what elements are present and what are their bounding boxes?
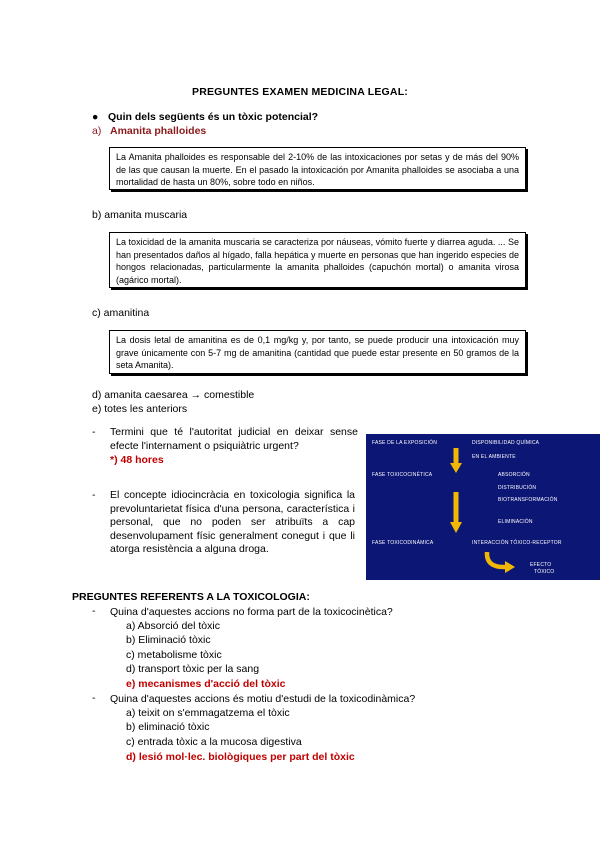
s2-q1-option-b: b) Eliminació tòxic — [126, 634, 211, 646]
s2-q1-option-a: a) Absorció del tòxic — [126, 620, 220, 632]
s2-q2-option-b: b) eliminació tòxic — [126, 721, 210, 733]
s2-q1-answer: e) mecanismes d'acció del tòxic — [126, 678, 286, 690]
s2-q1-question: Quina d'aquestes accions no forma part de la toxicocinètica? — [110, 606, 393, 618]
q1-option-a: Amanita phalloides — [110, 125, 207, 137]
s2-q2-answer: d) lesió mol·lec. biològiques per part del tòxic — [126, 751, 355, 763]
note-box-amanitina: La dosis letal de amanitina es de 0,1 mg/kg y, por tanto, se puede producir una intoxicación muy grave únicamente con 5-7 mg de amanitina (cantidad que puede estar presente en 50 gramos de la seta Amanita). — [109, 330, 526, 374]
diagram-eliminacion: ELIMINACIÓN — [498, 519, 533, 525]
s2-q1-option-d: d) transport tòxic per la sang — [126, 663, 260, 675]
q3-dash: - — [92, 489, 96, 501]
arrow-down-icon — [450, 448, 462, 474]
diagram-disponibilidad: DISPONIBILIDAD QUÍMICA — [472, 440, 540, 446]
curved-arrow-icon — [482, 548, 520, 574]
diagram-en-ambiente: EN EL AMBIENTE — [472, 454, 516, 460]
q1-option-d: d) amanita caesarea → comestible — [92, 389, 255, 401]
diagram-fase-toxicocinetica: FASE TOXICOCINÉTICA — [372, 472, 433, 478]
toxicology-phases-diagram — [366, 434, 600, 580]
q2-question: Termini que té l'autoritat judicial en deixar sense efecte l'internament o psiquiàtric urgent? — [110, 426, 358, 452]
q2-answer: *) 48 hores — [110, 454, 164, 466]
q1-option-c: c) amanitina — [92, 307, 150, 319]
q1-option-a-letter: a) — [92, 125, 102, 137]
diagram-fase-toxicodinamica: FASE TOXICODINÁMICA — [372, 540, 434, 546]
diagram-interaccion: INTERACCIÓN TÓXICO-RECEPTOR — [472, 540, 562, 546]
section2-title: PREGUNTES REFERENTS A LA TOXICOLOGIA: — [72, 591, 310, 603]
diagram-toxico: TÓXICO — [534, 569, 555, 575]
diagram-fase-exposicion: FASE DE LA EXPOSICIÓN — [372, 440, 438, 446]
s2-q1-dash: - — [92, 605, 96, 617]
diagram-absorcion: ABSORCIÓN — [498, 472, 530, 478]
q1-bullet: ● — [92, 111, 99, 123]
note-box-phalloides: La Amanita phalloides es responsable del 2-10% de las intoxicaciones por setas y de más del 90% de las que causan la muerte. En el pasado la intoxicación por Amanita phalloides se asociaba a una mortalidad de hasta un 80%, sobre todo en niños. — [109, 147, 526, 190]
document-title: PREGUNTES EXAMEN MEDICINA LEGAL: — [191, 86, 409, 98]
q1-question: Quin dels següents és un tòxic potencial? — [108, 111, 319, 123]
s2-q2-option-a: a) teixit on s'emmagatzema el tòxic — [126, 707, 290, 719]
s2-q1-option-c: c) metabolisme tòxic — [126, 649, 222, 661]
s2-q2-dash: - — [92, 692, 96, 704]
q3-text: El concepte idiocincràcia en toxicologia significa la prevoluntarietat física d'una persona, característica i personal, que no poden ser atribuïts a cap desenvolupament físic generalment conegut i que li atorga resistència a alguna droga. — [110, 489, 355, 555]
note-box-muscaria: La toxicidad de la amanita muscaria se caracteriza por náuseas, vómito fuerte y diarrea aguda. ... Se han presentados daños al hígado, falla hepática y muerte en personas que han ingerido especies de hongos relacionadas, particularmente la amanita phalloides (capuchón mortal) o amanita virosa (agárico mortal). — [109, 232, 526, 288]
q1-option-b: b) amanita muscaria — [92, 209, 188, 221]
diagram-distribucion: DISTRIBUCIÓN — [498, 485, 537, 491]
q2-dash: - — [92, 426, 96, 438]
arrow-down-icon — [450, 492, 462, 534]
diagram-efecto: EFECTO — [530, 562, 552, 568]
q1-option-e: e) totes les anteriors — [92, 403, 188, 415]
diagram-biotransformacion: BIOTRANSFORMACIÓN — [498, 497, 558, 503]
s2-q2-option-c: c) entrada tòxic a la mucosa digestiva — [126, 736, 302, 748]
s2-q2-question: Quina d'aquestes accions és motiu d'estudi de la toxicodinàmica? — [110, 693, 416, 705]
